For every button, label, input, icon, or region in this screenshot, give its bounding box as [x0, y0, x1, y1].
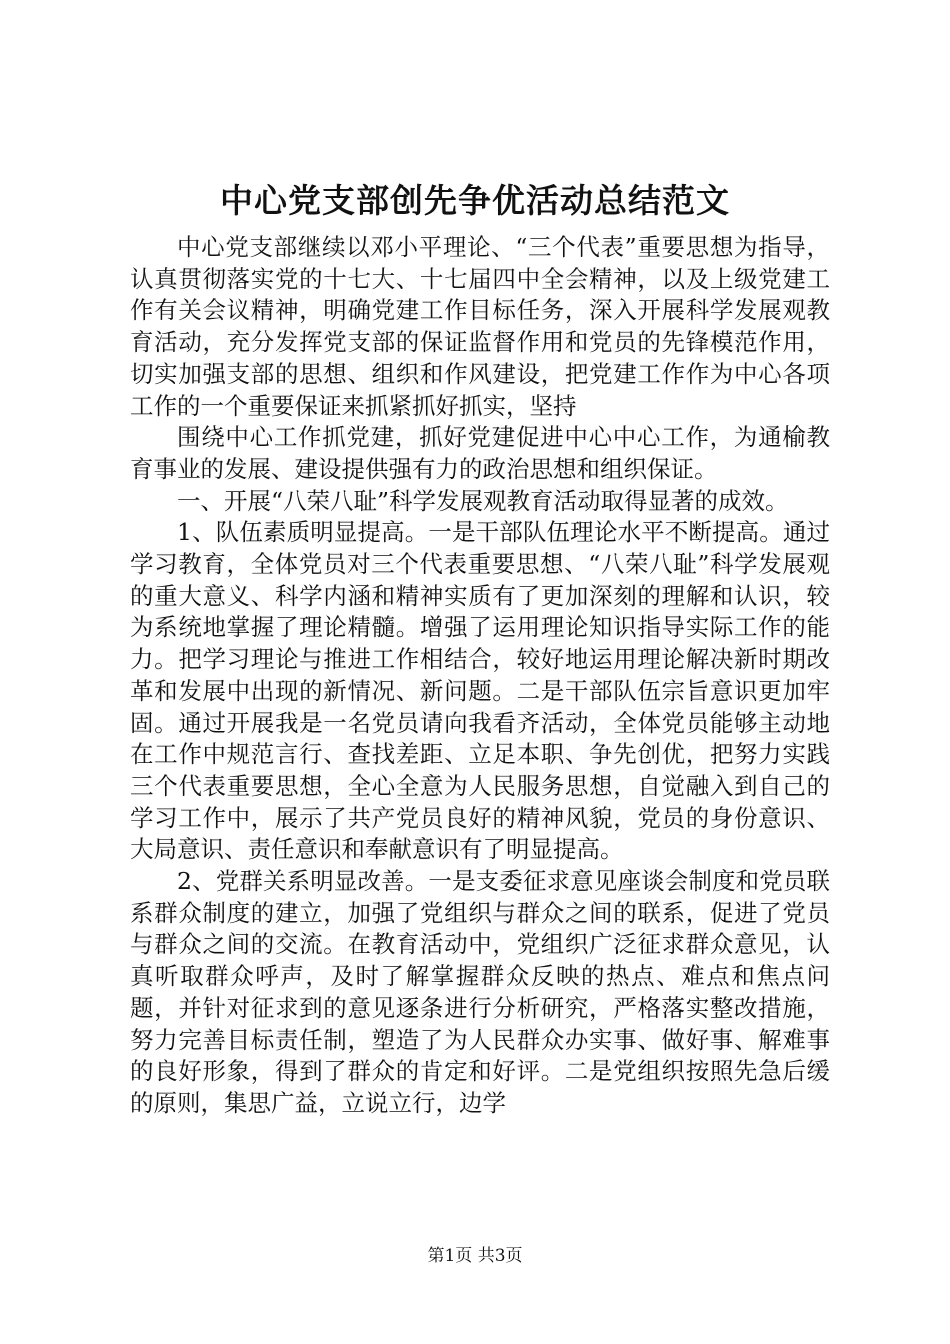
page-number-footer: 第1页 共3页: [427, 1246, 523, 1266]
document-body: [130, 232, 830, 1120]
paragraph-intro: 中心党支部继续以邓小平理论、“三个代表”重要思想为指导，认真贯彻落实党的十七大、十七届四中全会精神，以及上级党建工作有关会议精神，明确党建工作目标任务，深入开展科学发展观教育活动，充分发挥党支部的保证监督作用和党员的先锋模范作用，切实加强支部的思想、组织和作风建设，把党建工作作为中心各项工作的一个重要保证来抓紧抓好抓实，坚持: [130, 233, 830, 420]
paragraph-center-work: 围绕中心工作抓党建，抓好党建促进中心中心工作，为通榆教育事业的发展、建设提供强有力的政治思想和组织保证。: [130, 423, 830, 483]
section-heading-1: 一、开展“八荣八耻”科学发展观教育活动取得显著的成效。: [177, 486, 789, 515]
paragraph-party-mass-relations: 2、党群关系明显改善。一是支委征求意见座谈会制度和党员联系群众制度的建立，加强了党组织与群众之间的联系，促进了党员与群众之间的交流。在教育活动中，党组织广泛征求群众意见，认真听取群众呼声，及时了解掌握群众反映的热点、难点和焦点问题，并针对征求到的意见逐条进行分析研究，严格落实整改措施，努力完善目标责任制，塑造了为人民群众办实事、做好事、解难事的良好形象，得到了群众的肯定和好评。二是党组织按照先急后缓的原则，集思广益，立说立行，边学: [130, 867, 830, 1117]
paragraph-team-quality: 1、队伍素质明显提高。一是干部队伍理论水平不断提高。通过学习教育，全体党员对三个代表重要思想、“八荣八耻”科学发展观的重大意义、科学内涵和精神实质有了更加深刻的理解和认识，较为系统地掌握了理论精髓。增强了运用理论知识指导实际工作的能力。把学习理论与推进工作相结合，较好地运用理论解决新时期改革和发展中出现的新情况、新问题。二是干部队伍宗旨意识更加牢固。通过开展我是一名党员请向我看齐活动，全体党员能够主动地在工作中规范言行、查找差距、立足本职、争先创优，把努力实践三个代表重要思想，全心全意为人民服务思想，自觉融入到自己的学习工作中，展示了共产党员良好的精神风貌，党员的身份意识、大局意识、责任意识和奉献意识有了明显提高。: [130, 518, 830, 864]
document-title: 中心党支部创先争优活动总结范文: [220, 181, 730, 220]
